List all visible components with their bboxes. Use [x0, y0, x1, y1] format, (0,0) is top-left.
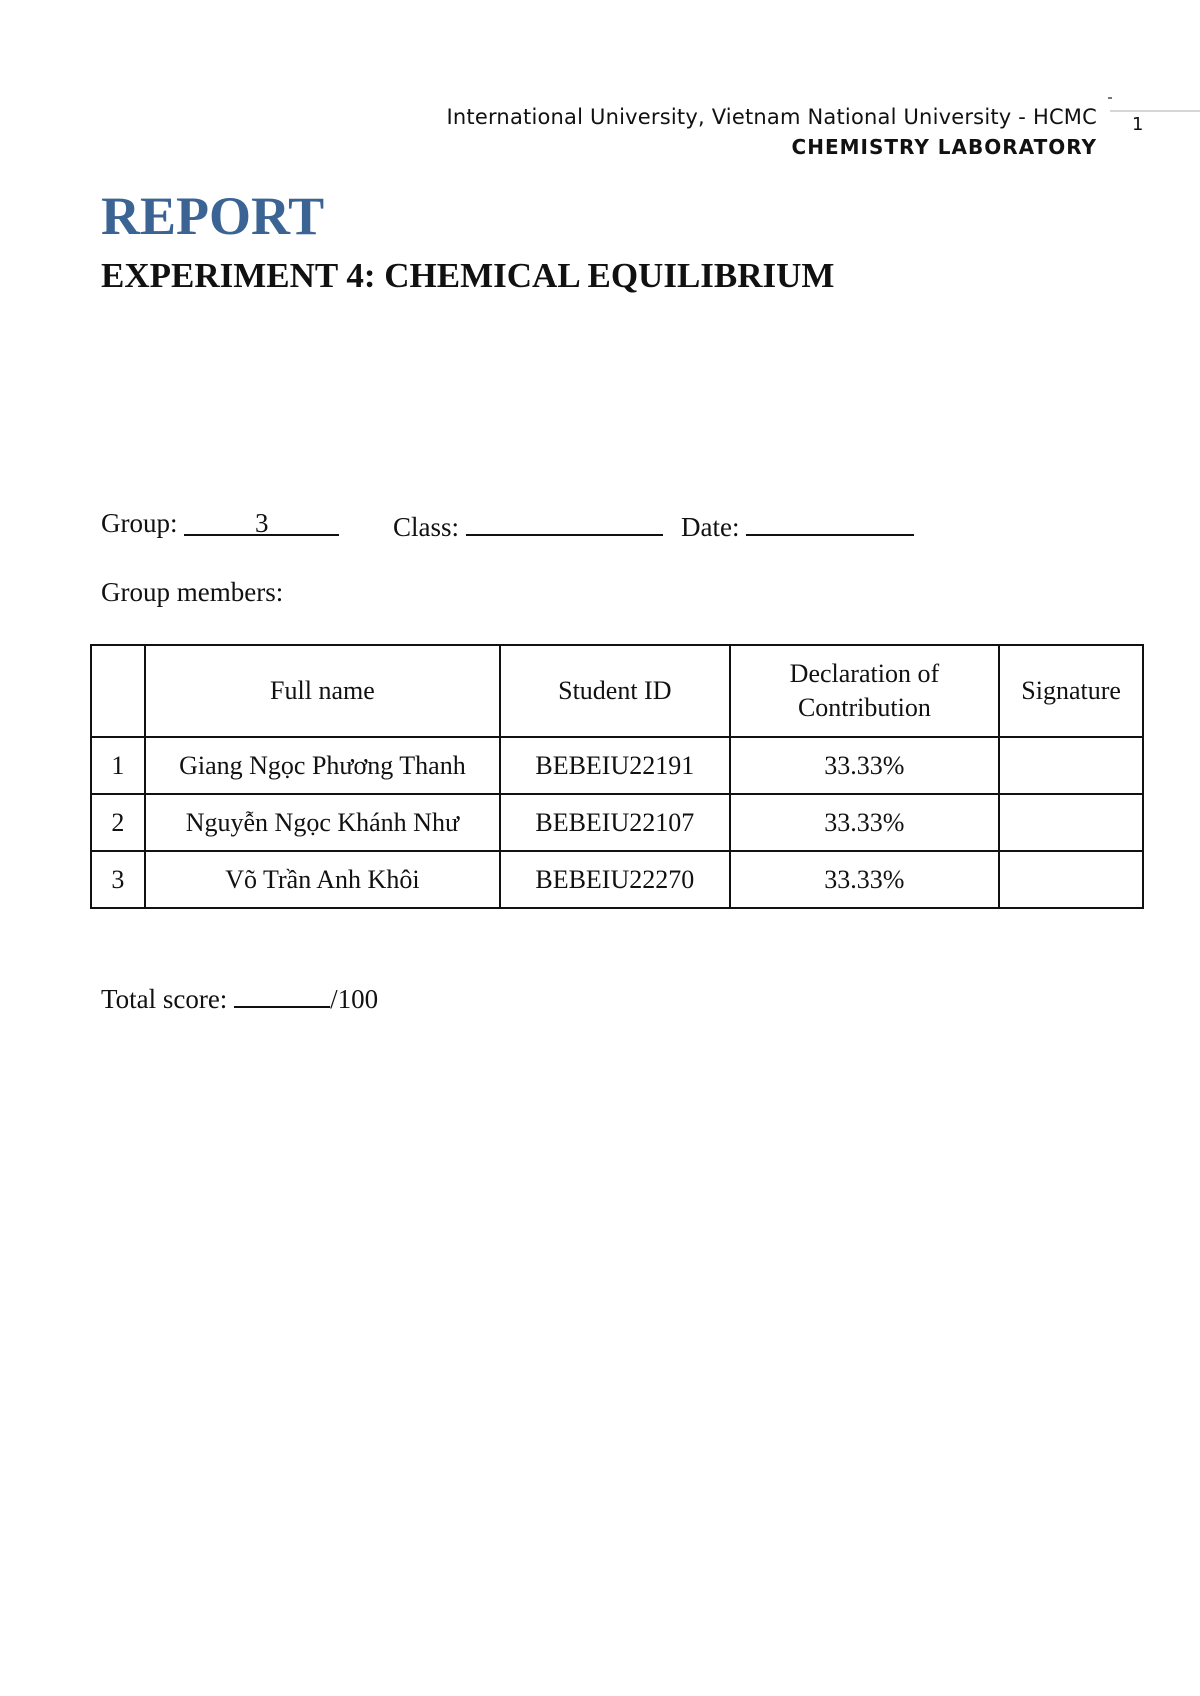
class-value[interactable]	[466, 508, 663, 536]
experiment-title: EXPERIMENT 4: CHEMICAL EQUILIBRIUM	[101, 256, 835, 295]
total-score-label: Total score:	[101, 984, 228, 1014]
header-contribution: Declaration of Contribution	[730, 645, 1000, 737]
header-student-id: Student ID	[500, 645, 729, 737]
student-id: BEBEIU22107	[500, 794, 729, 851]
table-row	[91, 851, 1143, 908]
members-label: Group members:	[101, 577, 284, 607]
header-no	[91, 645, 145, 737]
header-dash	[1108, 97, 1112, 99]
student-id: BEBEIU22270	[500, 851, 729, 908]
member-name: Nguyễn Ngọc Khánh Như	[145, 794, 500, 851]
class-field	[393, 508, 663, 543]
header-full-name: Full name	[145, 645, 500, 737]
row-number: 3	[91, 851, 145, 908]
header-signature: Signature	[999, 645, 1143, 737]
group-field	[101, 508, 339, 539]
total-score-line	[101, 980, 378, 1015]
contribution: 33.33%	[730, 851, 1000, 908]
contribution: 33.33%	[730, 737, 1000, 794]
report-title: REPORT	[101, 186, 325, 246]
lab-name: CHEMISTRY LABORATORY	[791, 135, 1097, 159]
table-row	[91, 794, 1143, 851]
group-label: Group:	[101, 508, 178, 538]
group-value[interactable]: 3	[184, 508, 339, 536]
date-label: Date:	[681, 512, 740, 542]
university-name: International University, Vietnam National University - HCMC	[446, 105, 1097, 129]
table-header-row	[91, 645, 1143, 737]
total-score-max: /100	[330, 984, 379, 1014]
signature-cell[interactable]	[999, 737, 1143, 794]
document-header	[447, 102, 1097, 162]
total-score-value[interactable]	[234, 980, 330, 1008]
members-table	[90, 644, 1144, 909]
header-rule	[1110, 110, 1200, 112]
student-id: BEBEIU22191	[500, 737, 729, 794]
row-number: 1	[91, 737, 145, 794]
page-number: 1	[1132, 114, 1144, 135]
signature-cell[interactable]	[999, 794, 1143, 851]
member-name: Võ Trần Anh Khôi	[145, 851, 500, 908]
signature-cell[interactable]	[999, 851, 1143, 908]
date-value[interactable]	[746, 508, 914, 536]
date-field	[681, 508, 914, 543]
row-number: 2	[91, 794, 145, 851]
contribution: 33.33%	[730, 794, 1000, 851]
member-name: Giang Ngọc Phương Thanh	[145, 737, 500, 794]
class-label: Class:	[393, 512, 460, 542]
table-row	[91, 737, 1143, 794]
